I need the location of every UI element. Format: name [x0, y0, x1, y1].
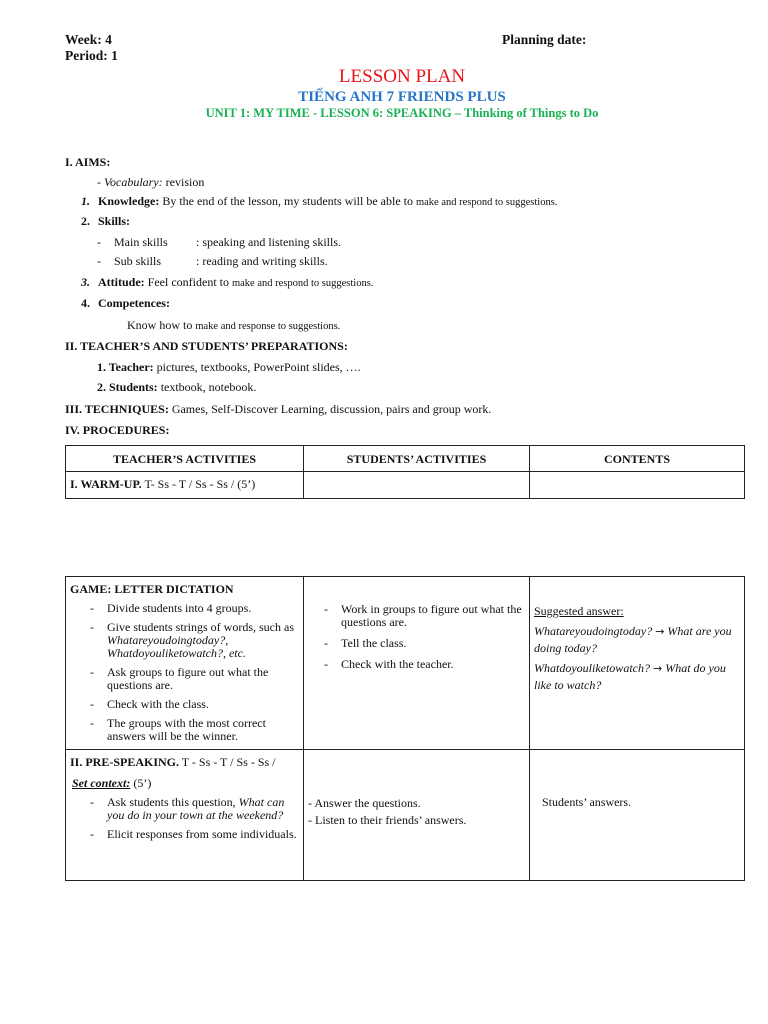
set-context-label: Set context:: [72, 776, 131, 790]
list-item: - Divide students into 4 groups.: [70, 602, 299, 615]
competences-line: [81, 296, 170, 311]
list-item: [70, 621, 299, 660]
sub-skills-label: Sub skills: [114, 254, 162, 268]
knowledge-number: 1.: [81, 194, 90, 208]
skills-line: [81, 214, 130, 229]
preparations-heading: II. TEACHER’S AND STUDENTS’ PREPARATIONS:: [65, 339, 348, 353]
game-students-list: [304, 603, 525, 671]
attitude-number: 3.: [81, 275, 90, 289]
list-item: [70, 796, 299, 822]
lesson-plan-title: LESSON PLAN: [338, 66, 466, 87]
main-skills-value: : speaking and listening skills.: [196, 235, 341, 249]
list-item: - Elicit responses from some individuals.: [70, 828, 299, 841]
answer-2-answer: What do you like to watch?: [534, 661, 726, 692]
knowledge-text: By the end of the lesson, my students will be able to: [159, 194, 416, 208]
warmup-cell: [66, 472, 304, 499]
suggested-answer-label: Suggested answer:: [534, 604, 624, 618]
competences-label: Competences:: [98, 296, 170, 310]
ask-question: What can you do in your town at the weekend?: [107, 795, 285, 822]
contents-header: CONTENTS: [530, 446, 745, 472]
student-listen-line: - Listen to their friends’ answers.: [308, 813, 467, 827]
strings-examples: Whatareyoudoingtoday?, Whatdoyouliketowatch?, etc.: [107, 633, 246, 660]
period-label: Period: 1: [65, 48, 118, 63]
skills-label: Skills:: [98, 214, 131, 228]
ask-text: Ask students this question,: [107, 795, 239, 809]
procedures-table: [65, 445, 745, 499]
teacher-prep-label: 1. Teacher:: [97, 360, 154, 374]
vocabulary-line: - Vocabulary: revision: [97, 175, 205, 189]
list-item: - The groups with the most correct answers will be the winner.: [70, 717, 299, 743]
week-label: Week: 4: [65, 32, 112, 47]
skills-number: 2.: [81, 214, 90, 228]
sub-skills-value: : reading and writing skills.: [196, 254, 328, 268]
arrow-icon: →: [655, 625, 665, 638]
main-skills-label: Main skills: [114, 235, 168, 249]
attitude-line: [81, 275, 373, 290]
techniques-text: Games, Self-Discover Learning, discussion, pairs and group work.: [168, 402, 492, 416]
attitude-label: Attitude:: [98, 275, 145, 289]
teacher-prep-text: pictures, textbooks, PowerPoint slides, ….: [153, 360, 361, 374]
attitude-text: Feel confident to: [144, 275, 232, 289]
warmup-label: I. WARM-UP.: [70, 477, 142, 491]
warmup-text: T- Ss - T / Ss - Ss / (5’): [141, 477, 256, 491]
prespeaking-label: II. PRE-SPEAKING.: [70, 755, 180, 769]
arrow-icon: →: [652, 662, 663, 675]
students-prep-line: [97, 380, 256, 395]
warmup-students-cell: [304, 472, 530, 499]
prespeaking-teacher-cell: [66, 750, 304, 881]
list-item: - Tell the class.: [304, 637, 525, 650]
techniques-line: [65, 402, 491, 417]
list-item: - Check with the teacher.: [304, 658, 525, 671]
teacher-prep-line: [97, 360, 361, 375]
techniques-label: III. TECHNIQUES:: [65, 402, 169, 416]
game-students-cell: [304, 577, 530, 750]
unit-title: UNIT 1: MY TIME - LESSON 6: SPEAKING – Thinking of Things to Do: [205, 106, 599, 120]
students-answers-text: Students’ answers.: [542, 795, 632, 809]
warmup-contents-cell: [530, 472, 745, 499]
aims-heading: I. AIMS:: [65, 155, 111, 169]
sub-skills-line: -: [97, 254, 101, 268]
course-title: TIẾNG ANH 7 FRIENDS PLUS: [298, 89, 506, 105]
students-prep-text: textbook, notebook.: [157, 380, 257, 394]
game-teacher-list: [70, 602, 299, 743]
prespeaking-heading: [70, 755, 299, 770]
main-skills-line: -: [97, 235, 101, 249]
prespeaking-contents-cell: [530, 750, 745, 881]
student-answer-line: - Answer the questions.: [308, 796, 421, 810]
list-item: - Work in groups to figure out what the questions are.: [304, 603, 525, 629]
game-contents-cell: [530, 577, 745, 750]
competences-text: Know how to: [127, 318, 196, 332]
answer-2-question: Whatdoyouliketowatch?: [534, 661, 650, 675]
answer-1-answer: What are you doing today?: [534, 624, 732, 655]
knowledge-label: Knowledge:: [98, 194, 160, 208]
prespeaking-teacher-list: [70, 796, 299, 841]
activities-table: [65, 576, 745, 881]
students-prep-label: 2. Students:: [97, 380, 158, 394]
prespeaking-text: T - Ss - T / Ss - Ss /: [179, 755, 276, 769]
set-context-line: [70, 776, 299, 791]
answer-2: [534, 660, 738, 694]
list-item: - Ask groups to figure out what the questions are.: [70, 666, 299, 692]
vocabulary-value: revision: [162, 175, 205, 189]
game-teacher-cell: [66, 577, 304, 750]
knowledge-line: [81, 194, 557, 209]
competences-number: 4.: [81, 296, 90, 310]
answer-1-question: Whatareyoudoingtoday?: [534, 624, 653, 638]
game-title: GAME: LETTER DICTATION: [70, 582, 234, 596]
competences-small: make and response to suggestions.: [195, 321, 341, 332]
procedures-heading: IV. PROCEDURES:: [65, 423, 170, 437]
prespeaking-students-cell: [304, 750, 530, 881]
answer-1: [534, 623, 738, 657]
attitude-small: make and respond to suggestions.: [231, 278, 374, 289]
list-item: - Check with the class.: [70, 698, 299, 711]
strings-intro: Give students strings of words, such as: [107, 620, 294, 634]
vocabulary-label: Vocabulary:: [104, 175, 163, 189]
knowledge-small: make and respond to suggestions.: [415, 197, 558, 208]
teacher-activities-header: TEACHER’S ACTIVITIES: [66, 446, 304, 472]
planning-date-label: Planning date:: [502, 32, 587, 47]
students-activities-header: STUDENTS’ ACTIVITIES: [304, 446, 530, 472]
set-context-time: (5’): [130, 776, 152, 790]
competences-detail: [127, 318, 340, 333]
